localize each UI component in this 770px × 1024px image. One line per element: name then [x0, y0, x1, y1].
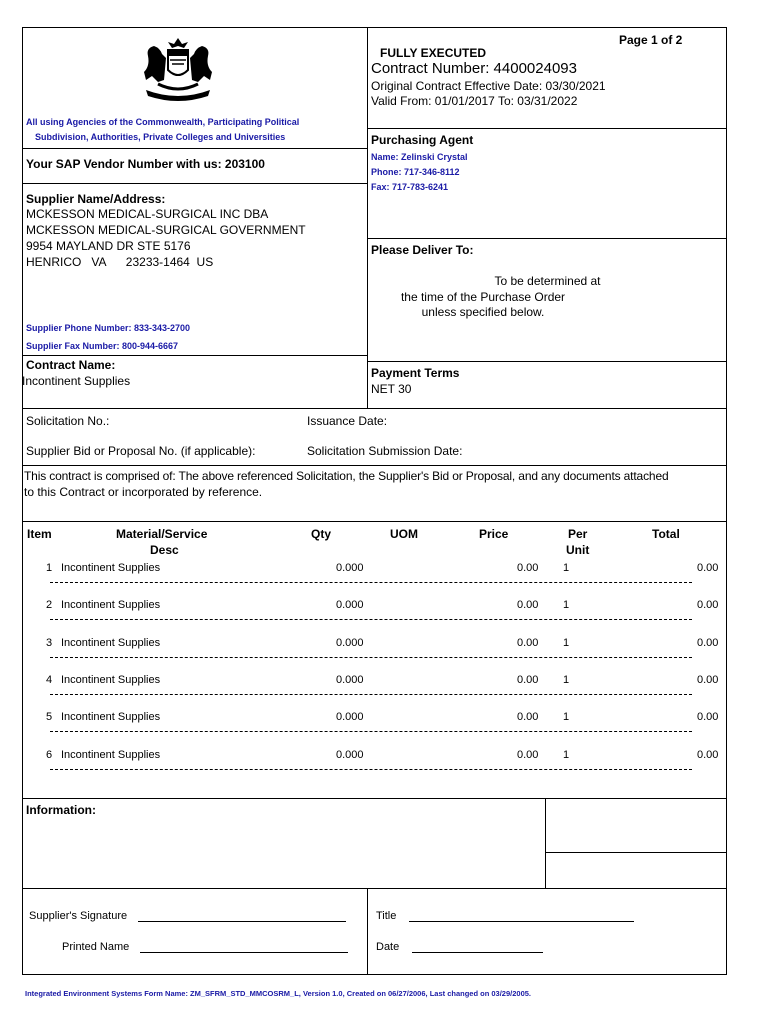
contract-number: Contract Number: 4400024093 [371, 60, 577, 77]
item-per-unit: 1 [563, 674, 570, 686]
deliver-to-title: Please Deliver To: [371, 243, 474, 257]
col-material: Material/Service [116, 527, 208, 541]
col-qty: Qty [311, 527, 332, 541]
frame-right [726, 27, 727, 975]
item-number: 1 [46, 562, 53, 574]
item-total: 0.00 [697, 674, 719, 686]
rule-solicitation-top [22, 408, 727, 409]
col-uom: UOM [390, 527, 418, 541]
item-number: 3 [46, 637, 53, 649]
rule-table-top [22, 521, 727, 522]
agent-phone: Phone: 717-346-8112 [371, 167, 460, 177]
item-description: Incontinent Supplies [61, 599, 161, 611]
purchasing-agent-title: Purchasing Agent [371, 133, 474, 147]
item-total: 0.00 [697, 562, 719, 574]
title-label: Title [376, 910, 397, 922]
valid-dates: Valid From: 01/01/2017 To: 03/31/2022 [371, 94, 578, 108]
item-price: 0.00 [517, 637, 539, 649]
title-row [376, 910, 634, 922]
item-qty: 0.000 [336, 711, 364, 723]
date-row [376, 941, 543, 953]
item-qty: 0.000 [336, 562, 364, 574]
item-per-unit: 1 [563, 562, 570, 574]
payment-terms-value: NET 30 [371, 382, 412, 396]
frame-left [22, 27, 23, 975]
col-price: Price [479, 527, 509, 541]
supplier-fax: Supplier Fax Number: 800-944-6667 [26, 341, 179, 351]
item-description: Incontinent Supplies [61, 711, 161, 723]
item-price: 0.00 [517, 562, 539, 574]
rule-payment-top [367, 361, 727, 362]
item-qty: 0.000 [336, 599, 364, 611]
rule-supplier-top [22, 183, 368, 184]
item-price: 0.00 [517, 599, 539, 611]
frame-top [22, 27, 727, 28]
row-separator [50, 769, 692, 770]
item-price: 0.00 [517, 711, 539, 723]
item-price: 0.00 [517, 749, 539, 761]
item-total: 0.00 [697, 749, 719, 761]
supplier-signature-label: Supplier's Signature [29, 910, 128, 922]
sap-vendor-number: Your SAP Vendor Number with us: 203100 [26, 157, 265, 171]
row-separator [50, 619, 692, 620]
rule-deliver-top [367, 238, 727, 239]
item-total: 0.00 [697, 637, 719, 649]
row-separator [50, 582, 692, 583]
agent-fax: Fax: 717-783-6241 [371, 182, 449, 192]
payment-terms-label: Payment Terms [371, 366, 460, 380]
item-description: Incontinent Supplies [61, 749, 161, 761]
item-qty: 0.000 [336, 637, 364, 649]
rule-agent-top [367, 128, 727, 129]
item-total: 0.00 [697, 599, 719, 611]
supplier-name-label: Supplier Name/Address: [26, 192, 166, 206]
rule-sap-top [22, 148, 368, 149]
rule-info-side [545, 798, 546, 888]
solicitation-number: Solicitation No.: [26, 414, 110, 428]
rule-sig-divider [367, 888, 368, 975]
supplier-address-3: 9954 MAYLAND DR STE 5176 [26, 239, 191, 253]
rule-info-mid [545, 852, 727, 853]
issuance-date: Issuance Date: [307, 414, 388, 428]
printed-name-row [62, 941, 348, 953]
upper-divider [367, 27, 368, 408]
item-per-unit: 1 [563, 637, 570, 649]
rule-sig-top [22, 888, 727, 889]
item-number: 4 [46, 674, 53, 686]
supplier-address-2: MCKESSON MEDICAL-SURGICAL GOVERNMENT [26, 223, 306, 237]
deliver-line-1: To be determined at [494, 274, 601, 288]
comprised-line-1: This contract is comprised of: The above referenced Solicitation, the Supplier's Bid or Proposal, and any documents attached [24, 469, 669, 483]
printed-name-label: Printed Name [62, 941, 130, 953]
row-separator [50, 694, 692, 695]
item-number: 5 [46, 711, 53, 723]
printed-name-field[interactable] [140, 952, 348, 953]
col-per-unit: Unit [566, 543, 590, 557]
item-number: 6 [46, 749, 53, 761]
item-per-unit: 1 [563, 711, 570, 723]
item-per-unit: 1 [563, 599, 570, 611]
submission-date: Solicitation Submission Date: [307, 444, 463, 458]
col-total: Total [652, 527, 680, 541]
item-description: Incontinent Supplies [61, 562, 161, 574]
contract-name-label: Contract Name: [26, 358, 116, 372]
agencies-line-1: All using Agencies of the Commonwealth, Participating Political [26, 117, 300, 127]
agent-name: Name: Zelinski Crystal [371, 152, 468, 162]
agencies-line-2: Subdivision, Authorities, Private Colleges and Universities [35, 132, 286, 142]
date-field[interactable] [412, 952, 543, 953]
row-separator [50, 657, 692, 658]
title-field[interactable] [409, 921, 634, 922]
page-number: Page 1 of 2 [619, 33, 683, 47]
item-description: Incontinent Supplies [61, 674, 161, 686]
rule-comprised-top [22, 465, 727, 466]
form-footer: Integrated Environment Systems Form Name: ZM_SFRM_STD_MMCOSRM_L, Version 1.0, Created on 06/27/2006, Last changed on 03/29/2005. [25, 989, 531, 998]
supplier-address-4: HENRICO VA 23233-1464 US [26, 255, 214, 269]
rule-contractname-top [22, 355, 368, 356]
information-label: Information: [26, 803, 96, 817]
comprised-line-2: to this Contract or incorporated by reference. [24, 485, 263, 499]
frame-bottom [22, 974, 727, 975]
state-seal-logo [138, 36, 218, 102]
status-label: FULLY EXECUTED [380, 46, 487, 60]
contract-name-value: Incontinent Supplies [22, 374, 131, 388]
original-effective-date: Original Contract Effective Date: 03/30/2021 [371, 79, 606, 93]
deliver-line-2: the time of the Purchase Order [400, 290, 566, 304]
col-item: Item [27, 527, 52, 541]
item-qty: 0.000 [336, 674, 364, 686]
item-description: Incontinent Supplies [61, 637, 161, 649]
col-per: Per [568, 527, 588, 541]
item-qty: 0.000 [336, 749, 364, 761]
col-material-desc: Desc [150, 543, 179, 557]
item-total: 0.00 [697, 711, 719, 723]
rule-info-top [22, 798, 727, 799]
row-separator [50, 731, 692, 732]
item-per-unit: 1 [563, 749, 570, 761]
deliver-line-3: unless specified below. [421, 305, 545, 319]
item-price: 0.00 [517, 674, 539, 686]
item-number: 2 [46, 599, 53, 611]
bid-proposal-number: Supplier Bid or Proposal No. (if applicable): [26, 444, 256, 458]
supplier-signature-row [29, 910, 346, 922]
supplier-phone: Supplier Phone Number: 833-343-2700 [26, 323, 191, 333]
supplier-address-1: MCKESSON MEDICAL-SURGICAL INC DBA [26, 207, 269, 221]
supplier-signature-field[interactable] [138, 921, 346, 922]
date-label: Date [376, 941, 400, 953]
